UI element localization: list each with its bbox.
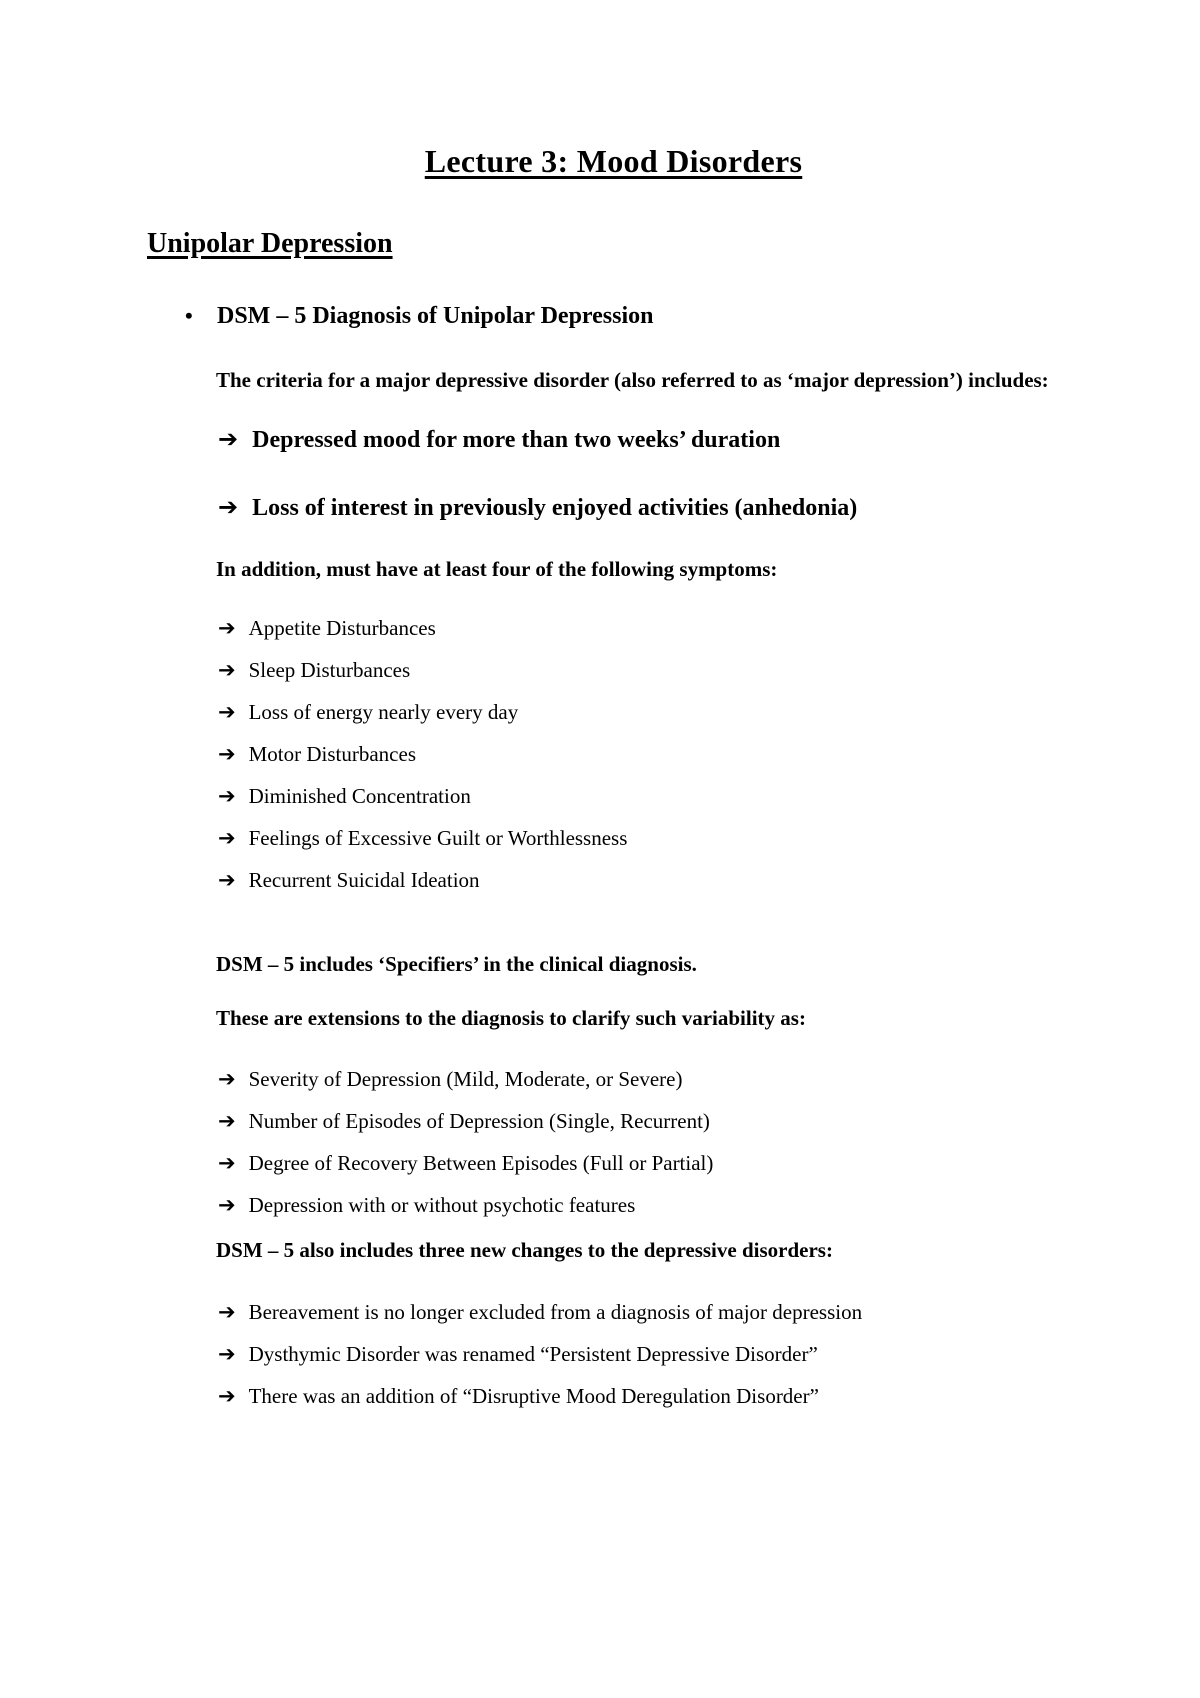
arrow-icon: ➔ <box>218 1151 236 1175</box>
symptom-text: Sleep Disturbances <box>248 658 411 682</box>
specifiers-intro: These are extensions to the diagnosis to clarify such variability as: <box>216 1006 806 1030</box>
specifier-text: Depression with or without psychotic features <box>248 1193 636 1217</box>
list-item <box>147 1375 1080 1417</box>
symptom-text: Loss of energy nearly every day <box>248 700 519 724</box>
symptom-text: Feelings of Excessive Guilt or Worthlessness <box>248 826 628 850</box>
arrow-icon: ➔ <box>218 493 239 521</box>
list-item <box>147 1142 1080 1184</box>
change-text: There was an addition of “Disruptive Mood Deregulation Disorder” <box>248 1384 819 1408</box>
specifier-text: Degree of Recovery Between Episodes (Full or Partial) <box>248 1151 714 1175</box>
arrow-icon: ➔ <box>218 616 236 640</box>
list-item <box>147 775 1080 817</box>
specifiers-list <box>147 1058 1080 1226</box>
arrow-icon: ➔ <box>218 1193 236 1217</box>
specifier-text: Number of Episodes of Depression (Single, Recurrent) <box>248 1109 710 1133</box>
topic-heading-row <box>147 301 1080 331</box>
list-item <box>147 1058 1080 1100</box>
specifiers-heading: DSM – 5 includes ‘Specifiers’ in the clinical diagnosis. <box>216 952 697 976</box>
arrow-icon: ➔ <box>218 784 236 808</box>
changes-heading: DSM – 5 also includes three new changes to the depressive disorders: <box>216 1238 833 1262</box>
change-text: Dysthymic Disorder was renamed “Persistent Depressive Disorder” <box>248 1342 818 1366</box>
arrow-icon: ➔ <box>218 868 236 892</box>
arrow-icon: ➔ <box>218 742 236 766</box>
arrow-icon: ➔ <box>218 1342 236 1366</box>
changes-list <box>147 1291 1080 1417</box>
arrow-icon: ➔ <box>218 1384 236 1408</box>
arrow-icon: ➔ <box>218 658 236 682</box>
list-item <box>147 1291 1080 1333</box>
list-item <box>147 691 1080 733</box>
arrow-icon: ➔ <box>218 826 236 850</box>
arrow-icon: ➔ <box>218 1067 236 1091</box>
bullet-icon: • <box>185 303 193 328</box>
symptoms-list <box>147 607 1080 901</box>
section-heading-unipolar-depression: Unipolar Depression <box>147 228 393 259</box>
criteria-item <box>147 424 1080 455</box>
arrow-icon: ➔ <box>218 700 236 724</box>
list-item <box>147 649 1080 691</box>
symptom-text: Diminished Concentration <box>248 784 471 808</box>
arrow-icon: ➔ <box>218 1300 236 1324</box>
list-item <box>147 859 1080 901</box>
symptom-text: Motor Disturbances <box>248 742 416 766</box>
symptom-text: Appetite Disturbances <box>248 616 436 640</box>
list-item <box>147 817 1080 859</box>
specifier-text: Severity of Depression (Mild, Moderate, or Severe) <box>248 1067 683 1091</box>
document-content <box>0 142 1200 1417</box>
list-item <box>147 607 1080 649</box>
symptom-text: Recurrent Suicidal Ideation <box>248 868 480 892</box>
criteria-item <box>147 492 1080 523</box>
arrow-icon: ➔ <box>218 1109 236 1133</box>
change-text: Bereavement is no longer excluded from a diagnosis of major depression <box>248 1300 863 1324</box>
list-item <box>147 1184 1080 1226</box>
arrow-icon: ➔ <box>218 425 239 453</box>
criteria-text: Depressed mood for more than two weeks’ duration <box>252 427 781 453</box>
criteria-text: Loss of interest in previously enjoyed activities (anhedonia) <box>252 495 858 521</box>
page-title: Lecture 3: Mood Disorders <box>424 143 803 179</box>
topic-heading-text: DSM – 5 Diagnosis of Unipolar Depression <box>217 303 654 329</box>
symptoms-intro: In addition, must have at least four of the following symptoms: <box>216 557 778 581</box>
list-item <box>147 1100 1080 1142</box>
intro-paragraph: The criteria for a major depressive disorder (also referred to as ‘major depression’) includes: <box>216 368 1049 392</box>
list-item <box>147 733 1080 775</box>
list-item <box>147 1333 1080 1375</box>
